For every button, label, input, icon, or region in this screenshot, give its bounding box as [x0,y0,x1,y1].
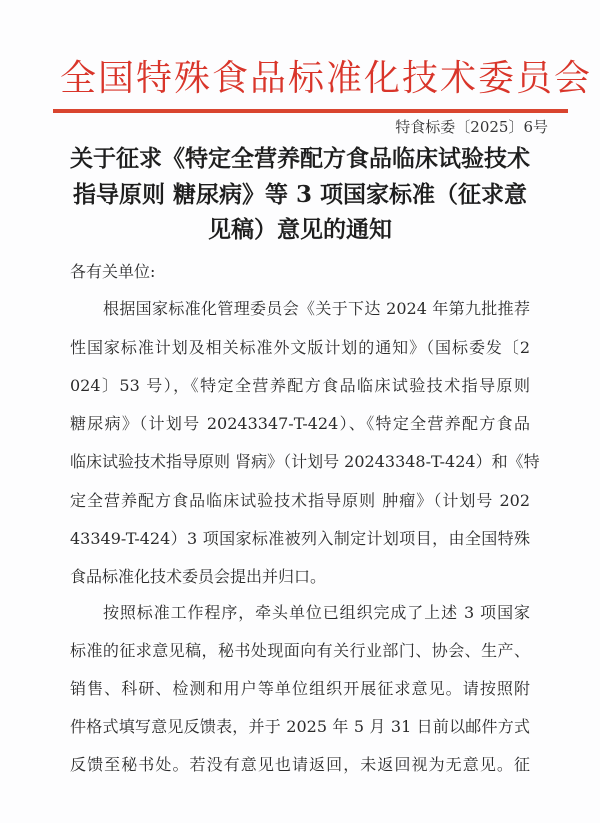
body-line: 定全营养配方食品临床试验技术指导原则 肿瘤》（计划号 202 [70,491,530,510]
title-line: 关于征求《特定全营养配方食品临床试验技术 [70,145,530,172]
letterhead-red-rule [53,109,568,113]
body-line: 食品标准化技术委员会提出并归口。 [70,567,327,586]
body-line: 性国家标准计划及相关标准外文版计划的通知》（国标委发〔2 [70,338,530,357]
body-line: 024〕53 号），《特定全营养配方食品临床试验技术指导原则 [70,376,530,395]
body-line: 销售、科研、检测和用户等单位组织开展征求意见。请按照附 [70,679,530,698]
body-line: 43349-T-424）3 项国家标准被列入制定计划项目，由全国特殊 [70,529,530,548]
salutation: 各有关单位: [70,262,156,281]
document-number: 特食标委〔2025〕6号 [395,118,548,136]
body-line: 按照标准工作程序，牵头单位已组织完成了上述 3 项国家 [103,603,530,622]
body-line: 标准的征求意见稿，秘书处现面向有关行业部门、协会、生产、 [70,641,530,660]
body-line: 反馈至秘书处。若没有意见也请返回，未返回视为无意见。征 [70,755,530,774]
body-line: 糖尿病》（计划号 20243347-T-424）、《特定全营养配方食品 [70,414,530,433]
body-line: 根据国家标准化管理委员会《关于下达 2024 年第九批推荐 [103,299,530,318]
body-line: 临床试验技术指导原则 肾病》（计划号 20243348-T-424）和《特 [70,452,540,471]
title-line: 见稿）意见的通知 [208,216,392,243]
title-line: 指导原则 糖尿病》等 3 项国家标准（征求意 [72,181,528,208]
letterhead-org: 全国特殊食品标准化技术委员会 [60,58,593,99]
body-line: 件格式填写意见反馈表，并于 2025 年 5 月 31 日前以邮件方式 [70,717,530,736]
